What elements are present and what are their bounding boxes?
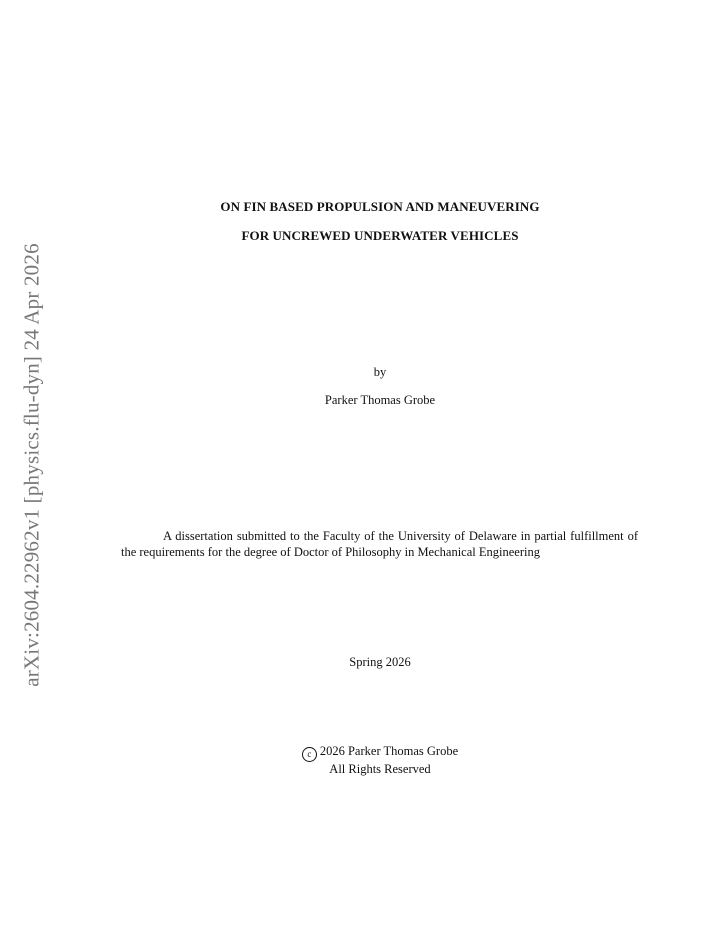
dissertation-title — [120, 192, 640, 250]
title-line-2: FOR UNCREWED UNDERWATER VEHICLES — [241, 228, 519, 243]
copyright-icon: c — [302, 747, 317, 762]
degree-statement: A dissertation submitted to the Faculty of the University of Delaware in partial fulfillment of the requirements for the degree of Doctor of Philosophy in Mechanical Engineering — [121, 529, 638, 559]
arxiv-identifier-stamp: arXiv:2604.22962v1 [physics.flu-dyn] 24 Apr 2026 — [19, 243, 44, 687]
submission-date: Spring 2026 — [349, 655, 411, 669]
rights-reserved: All Rights Reserved — [329, 762, 431, 776]
title-line-1: ON FIN BASED PROPULSION AND MANEUVERING — [220, 199, 540, 214]
by-label: by — [373, 365, 387, 379]
author-name: Parker Thomas Grobe — [324, 393, 436, 407]
copyright-line — [120, 743, 640, 762]
copyright-text: 2026 Parker Thomas Grobe — [319, 744, 459, 758]
